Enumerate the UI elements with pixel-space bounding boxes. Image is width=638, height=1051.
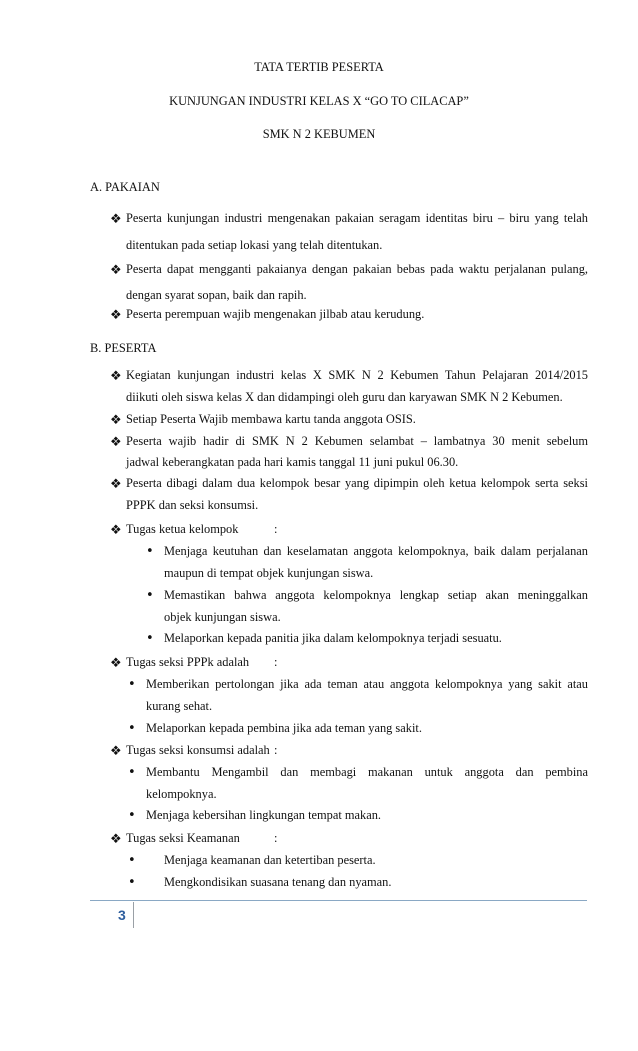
footer-rule: [90, 900, 587, 901]
document-title: TATA TERTIB PESERTA: [254, 60, 384, 74]
round-bullet-icon: •: [128, 765, 136, 780]
diamond-bullet-icon: ❖: [110, 412, 122, 427]
list-item-continuation: PPPK dan seksi konsumsi.: [126, 498, 259, 512]
round-bullet-icon: •: [146, 544, 154, 559]
list-item-continuation: jadwal keberangkatan pada hari kamis tanggal 11 juni pukul 06.30.: [126, 455, 459, 469]
duty-label: Tugas seksi Keamanan: [126, 831, 240, 845]
list-item: Melaporkan kepada panitia jika dalam kelompoknya terjadi sesuatu.: [164, 631, 502, 645]
list-item: Peserta wajib hadir di SMK N 2 Kebumen selambat – lambatnya 30 menit sebelum: [126, 434, 588, 448]
diamond-bullet-icon: ❖: [110, 434, 122, 449]
duty-colon: :: [274, 655, 278, 669]
list-item-continuation: objek kunjungan siswa.: [164, 610, 281, 624]
list-item-continuation: dengan syarat sopan, baik dan rapih.: [126, 288, 307, 302]
diamond-bullet-icon: ❖: [110, 368, 122, 383]
list-item: Setiap Peserta Wajib membawa kartu tanda anggota OSIS.: [126, 412, 416, 426]
round-bullet-icon: •: [128, 721, 136, 736]
list-item-continuation: maupun di tempat objek kunjungan siswa.: [164, 566, 374, 580]
duty-label: Tugas ketua kelompok: [126, 522, 239, 536]
duty-label: Tugas seksi konsumsi adalah: [126, 743, 270, 757]
diamond-bullet-icon: ❖: [110, 262, 122, 277]
list-item-continuation: kelompoknya.: [146, 787, 217, 801]
list-item: Peserta dapat mengganti pakaianya dengan pakaian bebas pada waktu perjalanan pulang,: [126, 262, 588, 276]
list-item: Memberikan pertolongan jika ada teman atau anggota kelompoknya yang sakit atau: [146, 677, 588, 691]
list-item: Menjaga keamanan dan ketertiban peserta.: [164, 853, 376, 867]
duty-label: Tugas seksi PPPk adalah: [126, 655, 250, 669]
duty-colon: :: [274, 831, 278, 845]
list-item: Melaporkan kepada pembina jika ada teman yang sakit.: [146, 721, 422, 735]
list-item: Memastikan bahwa anggota kelompoknya lengkap setiap akan meninggalkan: [164, 588, 588, 602]
list-item-continuation: ditentukan pada setiap lokasi yang telah ditentukan.: [126, 238, 383, 252]
round-bullet-icon: •: [128, 808, 136, 823]
list-item: Peserta kunjungan industri mengenakan pakaian seragam identitas biru – biru yang telah: [126, 211, 588, 225]
list-item: Peserta perempuan wajib mengenakan jilbab atau kerudung.: [126, 307, 425, 321]
diamond-bullet-icon: ❖: [110, 522, 122, 537]
list-item: Mengkondisikan suasana tenang dan nyaman.: [164, 875, 392, 889]
school-name: SMK N 2 KEBUMEN: [262, 127, 376, 141]
section-heading: A. PAKAIAN: [90, 180, 160, 194]
duty-colon: :: [274, 743, 278, 757]
list-item-continuation: kurang sehat.: [146, 699, 213, 713]
list-item: Membantu Mengambil dan membagi makanan untuk anggota dan pembina: [146, 765, 588, 779]
footer-divider: [133, 902, 134, 928]
list-item-continuation: diikuti oleh siswa kelas X dan didampingi oleh guru dan karyawan SMK N 2 Kebumen.: [126, 390, 563, 404]
diamond-bullet-icon: ❖: [110, 831, 122, 846]
list-item: Menjaga keutuhan dan keselamatan anggota kelompoknya, baik dalam perjalanan: [164, 544, 588, 558]
round-bullet-icon: •: [146, 631, 154, 646]
duty-colon: :: [274, 522, 278, 536]
diamond-bullet-icon: ❖: [110, 655, 122, 670]
diamond-bullet-icon: ❖: [110, 211, 122, 226]
round-bullet-icon: •: [128, 677, 136, 692]
round-bullet-icon: •: [128, 853, 136, 868]
diamond-bullet-icon: ❖: [110, 743, 122, 758]
page-number: 3: [118, 907, 126, 923]
list-item: Peserta dibagi dalam dua kelompok besar yang dipimpin oleh ketua kelompok serta seksi: [126, 476, 588, 490]
section-heading: B. PESERTA: [90, 341, 157, 355]
round-bullet-icon: •: [146, 588, 154, 603]
document-subtitle: KUNJUNGAN INDUSTRI KELAS X “GO TO CILACAP”: [169, 94, 469, 108]
round-bullet-icon: •: [128, 875, 136, 890]
diamond-bullet-icon: ❖: [110, 307, 122, 322]
list-item: Kegiatan kunjungan industri kelas X SMK N 2 Kebumen Tahun Pelajaran 2014/2015: [126, 368, 588, 382]
list-item: Menjaga kebersihan lingkungan tempat makan.: [146, 808, 382, 822]
diamond-bullet-icon: ❖: [110, 476, 122, 491]
